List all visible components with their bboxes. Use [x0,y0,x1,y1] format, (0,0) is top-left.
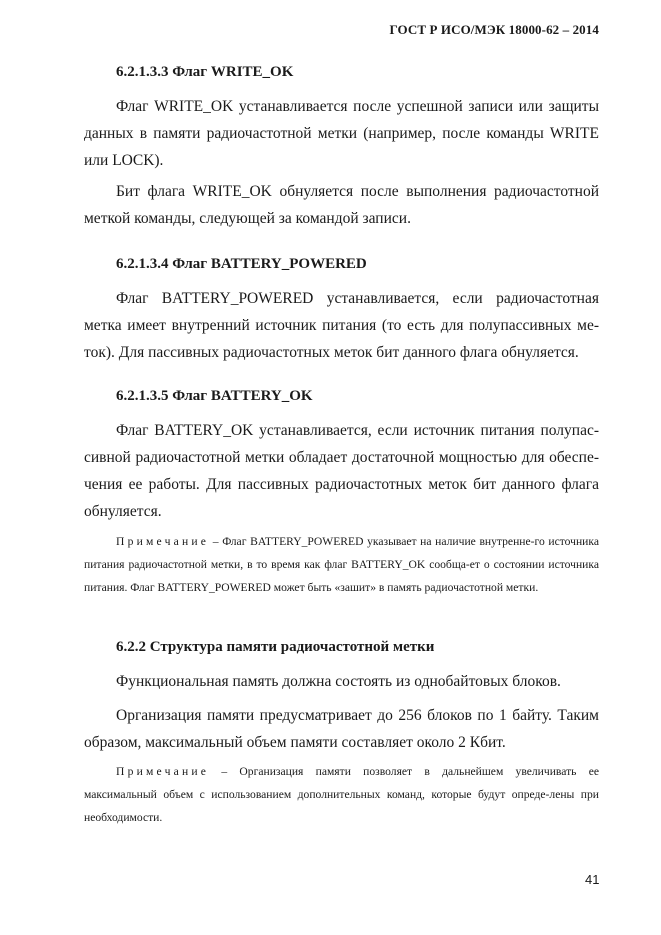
paragraph-memory-blocks: Функциональная память должна состоять из однобайтовых блоков. [116,673,561,690]
paragraph-write-ok-reset: Бит флага WRITE_OK обнуляется после выполнения радиочастотной меткой команды, следующей за командой записи. [84,183,599,227]
section-heading-write-ok: 6.2.1.3.3 Флаг WRITE_OK [116,64,294,80]
note-text: – Организация памяти позволяет в дальнейшем увеличивать ее максимальный объем с использованием дополнительных команд, которые будут опреде-лены при необходимости. [84,765,599,824]
paragraph-write-ok-set: Флаг WRITE_OK устанавливается после успешной записи или защиты данных в памяти радиочастотной метки (например, после команды WRITE или LOCK). [84,98,599,169]
section-heading-memory-structure: 6.2.2 Структура памяти радиочастотной метки [116,639,435,655]
section-heading-battery-powered: 6.2.1.3.4 Флаг BATTERY_POWERED [116,256,367,272]
paragraph-battery-powered: Флаг BATTERY_POWERED устанавливается, если радиочастотная метка имеет внутренний источник питания (то есть для полупассивных ме-ток). Для пассивных радиочастотных меток бит данного флага обнуляется. [84,290,599,361]
paragraph-memory-organization: Организация памяти предусматривает до 256 блоков по 1 байту. Таким образом, максимальный объем памяти составляет около 2 Кбит. [84,707,599,751]
note-memory [84,760,599,829]
note-label: Примечание [116,765,210,778]
page-number: 41 [585,872,600,887]
document-header: ГОСТ Р ИСО/МЭК 18000-62 – 2014 [389,22,599,37]
note-battery [84,530,599,599]
note-text: – Флаг BATTERY_POWERED указывает на наличие внутренне-го источника питания радиочастотной метки, в то время как флаг BATTERY_OK сообща-ет о состоянии источника питания. Флаг BATTERY_POWERED может быть «зашит» в память радиочастотной метки. [84,535,599,594]
paragraph-battery-ok: Флаг BATTERY_OK устанавливается, если источник питания полупас-сивной радиочастотной метки обладает достаточной мощностью для обеспе-чения ее работы. Для пассивных радиочастотных меток бит данного флага обнуляется. [84,422,599,520]
section-heading-battery-ok: 6.2.1.3.5 Флаг BATTERY_OK [116,388,313,404]
note-label: Примечание [116,535,210,548]
